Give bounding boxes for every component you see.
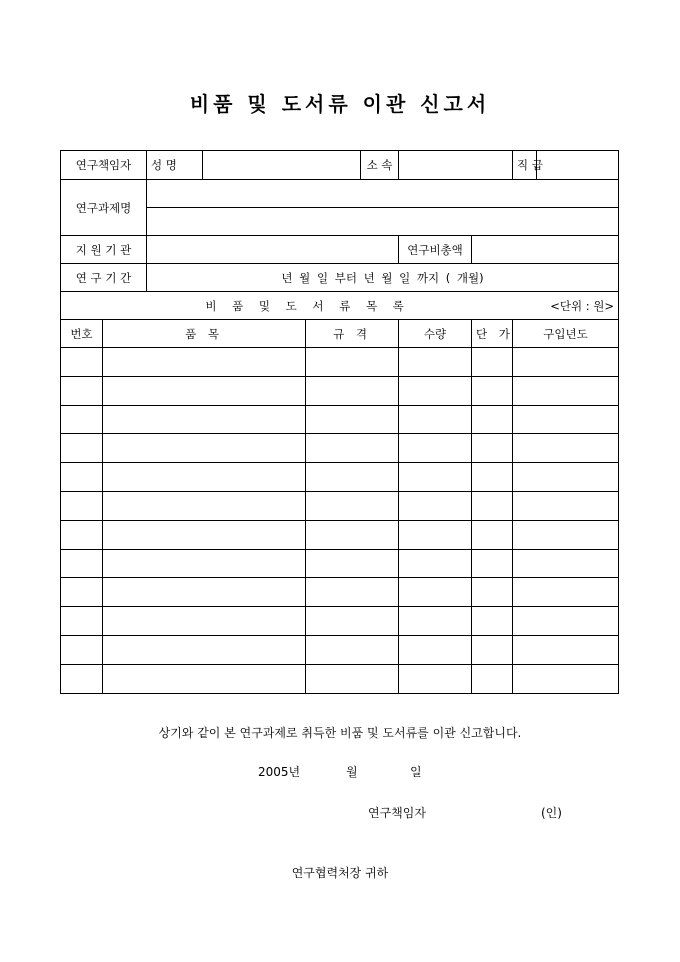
seal-mark: (인) bbox=[541, 806, 562, 820]
number-cell[interactable] bbox=[61, 520, 103, 549]
report-form bbox=[60, 150, 619, 694]
spec-cell[interactable] bbox=[306, 434, 399, 463]
year-cell[interactable] bbox=[513, 607, 619, 636]
qty-cell[interactable] bbox=[399, 434, 472, 463]
price-cell[interactable] bbox=[472, 607, 513, 636]
spec-cell[interactable] bbox=[306, 348, 399, 377]
qty-cell[interactable] bbox=[399, 549, 472, 578]
year-cell[interactable] bbox=[513, 549, 619, 578]
table-row bbox=[61, 607, 619, 636]
spec-cell[interactable] bbox=[306, 578, 399, 607]
column-header: 수량 bbox=[399, 320, 472, 348]
total-cost-field[interactable] bbox=[472, 236, 619, 264]
price-cell[interactable] bbox=[472, 578, 513, 607]
qty-cell[interactable] bbox=[399, 664, 472, 693]
column-header: 품 목 bbox=[103, 320, 306, 348]
table-row bbox=[61, 578, 619, 607]
qty-cell[interactable] bbox=[399, 405, 472, 434]
price-cell[interactable] bbox=[472, 520, 513, 549]
date-year: 2005년 bbox=[258, 765, 301, 779]
spec-cell[interactable] bbox=[306, 491, 399, 520]
number-cell[interactable] bbox=[61, 434, 103, 463]
signer-label: 연구책임자 bbox=[368, 806, 426, 820]
unit-label: <단위 : 원> bbox=[550, 298, 615, 313]
price-cell[interactable] bbox=[472, 549, 513, 578]
column-header: 단 가 bbox=[472, 320, 513, 348]
spec-cell[interactable] bbox=[306, 376, 399, 405]
name-label: 성 명 bbox=[147, 151, 203, 180]
year-cell[interactable] bbox=[513, 520, 619, 549]
qty-cell[interactable] bbox=[399, 520, 472, 549]
price-cell[interactable] bbox=[472, 376, 513, 405]
qty-cell[interactable] bbox=[399, 463, 472, 492]
table-row bbox=[61, 405, 619, 434]
project-field-line-2[interactable] bbox=[147, 208, 619, 236]
project-field-line-1[interactable] bbox=[147, 180, 619, 208]
year-cell[interactable] bbox=[513, 348, 619, 377]
column-header: 구입년도 bbox=[513, 320, 619, 348]
table-row bbox=[61, 463, 619, 492]
qty-cell[interactable] bbox=[399, 607, 472, 636]
price-cell[interactable] bbox=[472, 463, 513, 492]
number-cell[interactable] bbox=[61, 578, 103, 607]
item-cell[interactable] bbox=[103, 434, 306, 463]
date-month: 월 bbox=[346, 765, 358, 779]
price-cell[interactable] bbox=[472, 664, 513, 693]
total-cost-label: 연구비총액 bbox=[399, 236, 472, 264]
qty-cell[interactable] bbox=[399, 491, 472, 520]
project-row-1 bbox=[61, 180, 619, 208]
item-cell[interactable] bbox=[103, 549, 306, 578]
item-cell[interactable] bbox=[103, 520, 306, 549]
spec-cell[interactable] bbox=[306, 405, 399, 434]
list-section-title: 비 품 및 도 서 류 목 록 bbox=[205, 298, 410, 313]
support-row bbox=[61, 236, 619, 264]
item-cell[interactable] bbox=[103, 376, 306, 405]
list-section-header bbox=[61, 292, 619, 320]
number-cell[interactable] bbox=[61, 491, 103, 520]
qty-cell[interactable] bbox=[399, 635, 472, 664]
name-field[interactable] bbox=[203, 151, 361, 180]
affiliation-label: 소 속 bbox=[361, 151, 399, 180]
item-cell[interactable] bbox=[103, 635, 306, 664]
position-label: 직 급 bbox=[513, 151, 537, 180]
addressee: 연구협력처장 귀하 bbox=[291, 866, 389, 880]
price-cell[interactable] bbox=[472, 434, 513, 463]
period-row bbox=[61, 264, 619, 292]
spec-cell[interactable] bbox=[306, 549, 399, 578]
item-cell[interactable] bbox=[103, 348, 306, 377]
list-column-headers bbox=[61, 320, 619, 348]
number-cell[interactable] bbox=[61, 549, 103, 578]
item-cell[interactable] bbox=[103, 405, 306, 434]
table-row bbox=[61, 549, 619, 578]
researcher-label: 연구책임자 bbox=[61, 151, 147, 180]
item-rows bbox=[61, 348, 619, 694]
table-row bbox=[61, 635, 619, 664]
spec-cell[interactable] bbox=[306, 463, 399, 492]
period-label: 연 구 기 간 bbox=[61, 264, 147, 292]
spec-cell[interactable] bbox=[306, 607, 399, 636]
item-cell[interactable] bbox=[103, 664, 306, 693]
year-cell[interactable] bbox=[513, 434, 619, 463]
number-cell[interactable] bbox=[61, 607, 103, 636]
affiliation-field[interactable] bbox=[399, 151, 513, 180]
year-cell[interactable] bbox=[513, 376, 619, 405]
document-title: 비품 및 도서류 이관 신고서 bbox=[189, 92, 491, 116]
year-cell[interactable] bbox=[513, 491, 619, 520]
period-field[interactable]: 년 월 일 부터 년 월 일 까지 ( 개월) bbox=[147, 264, 619, 292]
year-cell[interactable] bbox=[513, 578, 619, 607]
item-cell[interactable] bbox=[103, 578, 306, 607]
table-row bbox=[61, 520, 619, 549]
number-cell[interactable] bbox=[61, 463, 103, 492]
column-header: 규 격 bbox=[306, 320, 399, 348]
date-day: 일 bbox=[410, 765, 422, 779]
qty-cell[interactable] bbox=[399, 578, 472, 607]
number-cell[interactable] bbox=[61, 405, 103, 434]
spec-cell[interactable] bbox=[306, 635, 399, 664]
position-field[interactable] bbox=[537, 151, 619, 180]
column-header: 번호 bbox=[61, 320, 103, 348]
item-cell[interactable] bbox=[103, 463, 306, 492]
qty-cell[interactable] bbox=[399, 348, 472, 377]
researcher-row bbox=[61, 151, 619, 180]
table-row bbox=[61, 491, 619, 520]
number-cell[interactable] bbox=[61, 376, 103, 405]
spec-cell[interactable] bbox=[306, 664, 399, 693]
year-cell[interactable] bbox=[513, 405, 619, 434]
qty-cell[interactable] bbox=[399, 376, 472, 405]
declaration-statement: 상기와 같이 본 연구과제로 취득한 비품 및 도서류를 이관 신고합니다. bbox=[158, 726, 522, 740]
table-row bbox=[61, 664, 619, 693]
project-label: 연구과제명 bbox=[61, 180, 147, 236]
number-cell[interactable] bbox=[61, 664, 103, 693]
price-cell[interactable] bbox=[472, 635, 513, 664]
number-cell[interactable] bbox=[61, 348, 103, 377]
spec-cell[interactable] bbox=[306, 520, 399, 549]
support-label: 지 원 기 관 bbox=[61, 236, 147, 264]
table-row bbox=[61, 348, 619, 377]
table-row bbox=[61, 434, 619, 463]
price-cell[interactable] bbox=[472, 348, 513, 377]
year-cell[interactable] bbox=[513, 463, 619, 492]
year-cell[interactable] bbox=[513, 664, 619, 693]
table-row bbox=[61, 376, 619, 405]
item-cell[interactable] bbox=[103, 607, 306, 636]
year-cell[interactable] bbox=[513, 635, 619, 664]
item-cell[interactable] bbox=[103, 491, 306, 520]
price-cell[interactable] bbox=[472, 405, 513, 434]
price-cell[interactable] bbox=[472, 491, 513, 520]
support-field[interactable] bbox=[147, 236, 399, 264]
number-cell[interactable] bbox=[61, 635, 103, 664]
